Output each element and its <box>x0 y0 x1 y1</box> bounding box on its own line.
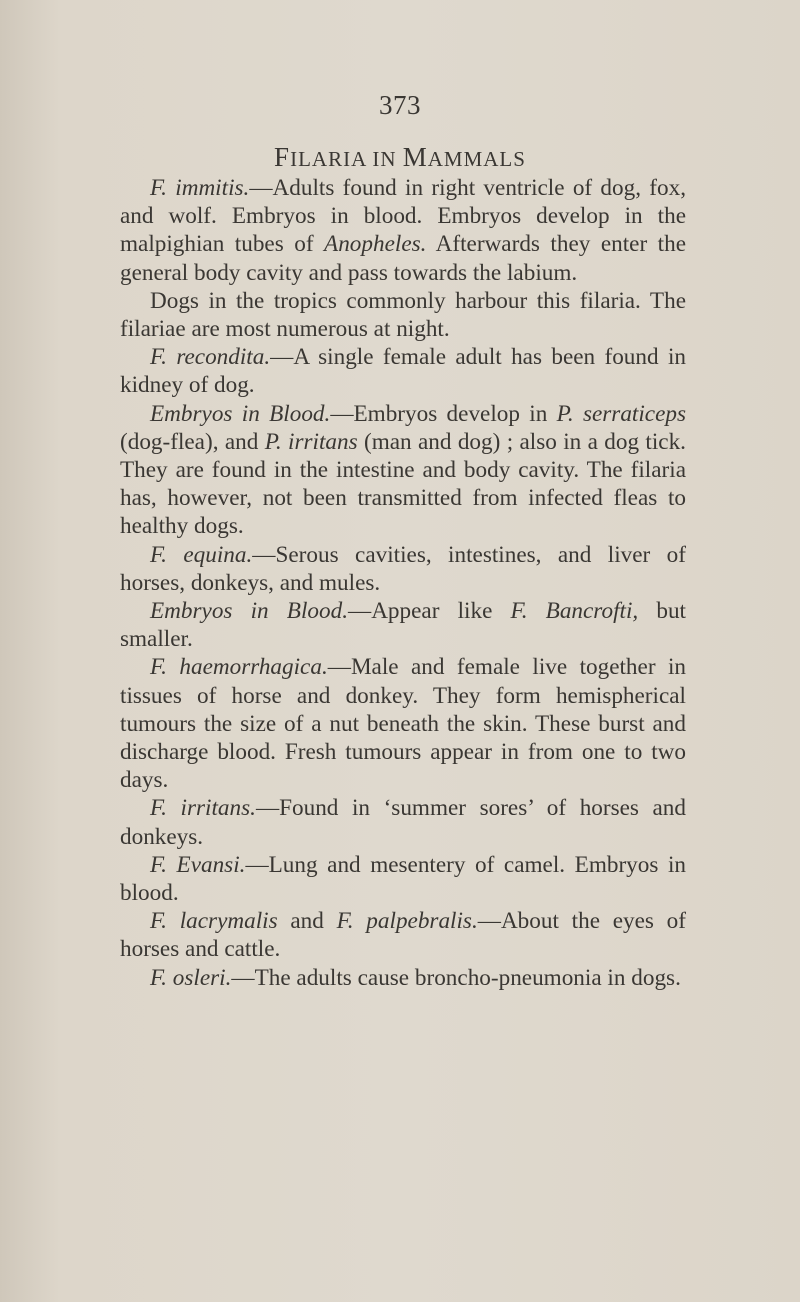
italic-text: F. osleri. <box>150 964 232 991</box>
paragraph <box>120 343 686 399</box>
italic-text: Embryos in Blood. <box>150 400 331 427</box>
text-run: —Lung and mesentery of camel. Embryos in blood. <box>120 851 686 907</box>
italic-text: F. lacrymalis <box>150 908 278 935</box>
text-run: Dogs in the tropics commonly harbour this filaria. The filariae are most numerous at night. <box>120 287 686 343</box>
italic-text: Embryos in Blood. <box>150 598 348 625</box>
text-run: —Male and female live together in tissues of horse and donkey. They form hemispherical tumours the size of a nut beneath the skin. These burst and discharge blood. Fresh tumours appear in from one to two days. <box>120 654 686 794</box>
text-run: (dog-flea), and <box>120 428 265 455</box>
italic-text: Anopheles. <box>324 231 427 258</box>
italic-text: F. recondita. <box>150 344 271 371</box>
text-run: —The adults cause broncho-pneumonia in dogs. <box>231 964 681 991</box>
italic-text: P. irritans <box>264 428 358 455</box>
paragraph <box>120 851 686 907</box>
paragraph <box>120 907 686 963</box>
heading-initial-f: F <box>274 142 291 172</box>
italic-text: F. haemorrhagica. <box>150 654 328 681</box>
heading-smallcaps-ammals: AMMALS <box>427 147 526 171</box>
paragraph <box>120 400 686 541</box>
italic-text: F. Bancrofti, <box>510 598 639 625</box>
heading-initial-m: M <box>402 142 428 172</box>
text-run: Afterwards they enter the general body cavity and pass towards the labium. <box>120 231 686 286</box>
italic-text: F. immitis. <box>150 175 250 201</box>
text-run: —Found in ‘summer sores’ of horses and donkeys. <box>120 795 686 850</box>
paragraph <box>120 287 686 343</box>
text-run: —Appear like <box>348 598 511 625</box>
paragraph <box>120 597 686 653</box>
text-run: —A single female adult has been found in kidney of dog. <box>120 344 686 399</box>
italic-text: P. serraticeps <box>556 400 686 427</box>
section-heading <box>0 142 800 173</box>
italic-text: F. palpebralis. <box>336 908 478 935</box>
heading-smallcaps-ilaria: ILARIA IN <box>290 147 403 171</box>
text-run: (man and dog) ; also in a dog tick. They are found in the intestine and body cavity. The filaria has, however, not been transmitted from infected fleas to healthy dogs. <box>120 428 686 540</box>
text-run: and <box>277 908 337 935</box>
paragraph <box>120 964 686 992</box>
paragraph <box>120 541 686 597</box>
text-run: —Serous cavities, intestines, and liver of horses, donkeys, and mules. <box>120 541 686 596</box>
paragraph <box>120 794 686 850</box>
text-run: —About the eyes of horses and cattle. <box>120 908 686 963</box>
text-run: —Adults found in right ventricle of dog, fox, and wolf. Embryos in blood. Embryos develop in the malpighian tubes of <box>120 175 686 258</box>
text-run: but smaller. <box>120 598 686 653</box>
italic-text: F. irritans. <box>150 795 256 822</box>
italic-text: F. equina. <box>150 541 253 568</box>
page-number: 373 <box>379 90 421 120</box>
paragraph <box>120 653 686 794</box>
text-run: —Embryos develop in <box>330 400 557 427</box>
body-text <box>120 174 686 992</box>
italic-text: F. Evansi. <box>150 851 246 878</box>
paragraph <box>120 174 686 287</box>
